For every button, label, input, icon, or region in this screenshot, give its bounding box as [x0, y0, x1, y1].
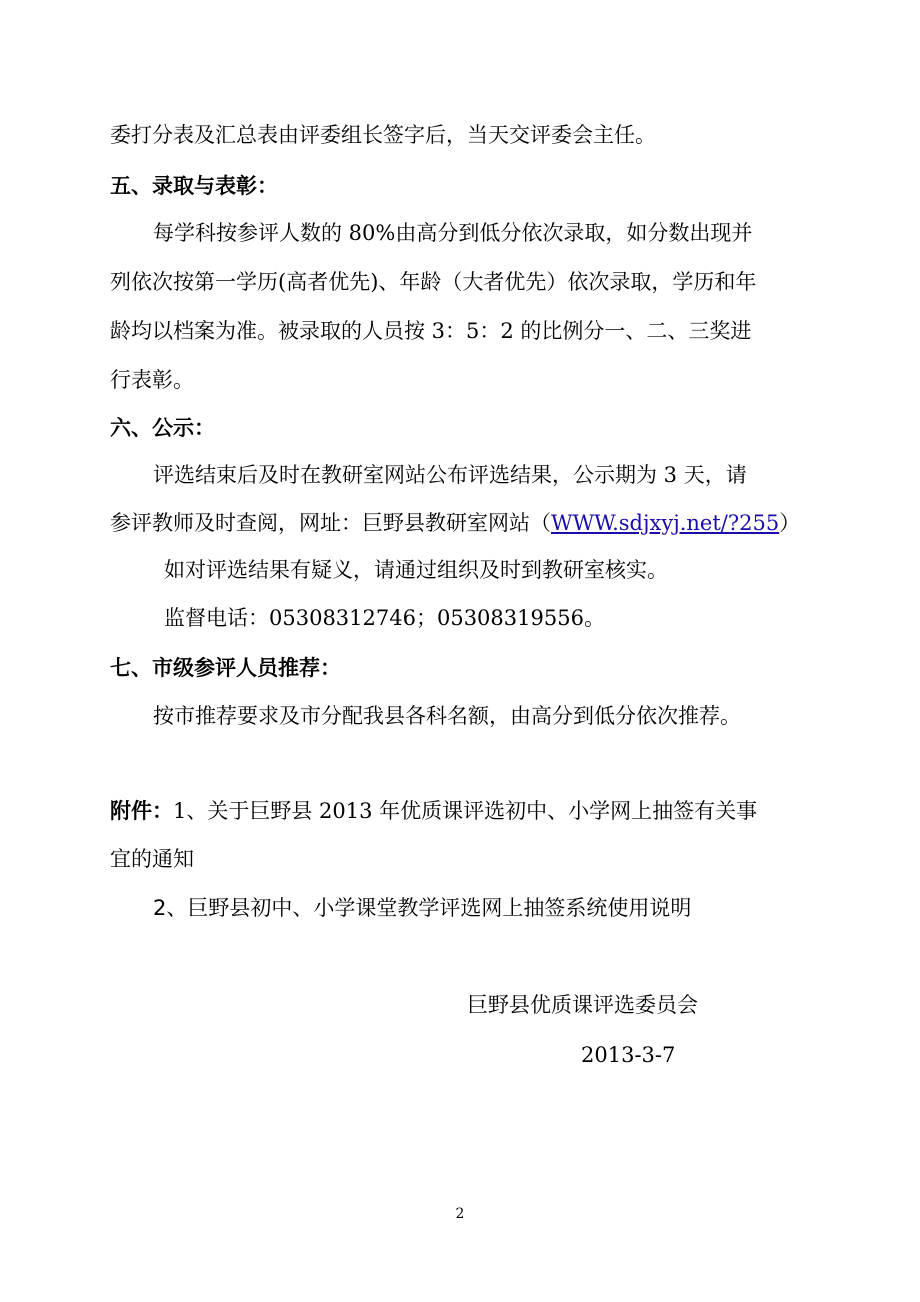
supervision-phone: 监督电话：05308312746；05308319556。 — [164, 606, 605, 630]
signature-organization: 巨野县优质课评选委员会 — [467, 993, 698, 1017]
section-seven-heading: 七、市级参评人员推荐： — [110, 655, 341, 680]
section-five-line-1: 每学科按参评人数的 80%由高分到低分依次录取，如分数出现并 — [153, 221, 753, 245]
section-six-line-3: 如对评选结果有疑义，请通过组织及时到教研室核实。 — [164, 558, 668, 582]
attachment-item-1-continued: 宜的通知 — [110, 847, 194, 871]
section-six-line-2 — [110, 508, 800, 538]
section-five-heading: 五、录取与表彰： — [110, 173, 278, 198]
page-number: 2 — [455, 1206, 465, 1222]
section-seven-line-1: 按市推荐要求及市分配我县各科名额，由高分到低分依次推荐。 — [153, 704, 741, 728]
website-suffix: ） — [779, 511, 801, 535]
signature-date: 2013-3-7 — [581, 1043, 676, 1067]
section-six-line-1: 评选结束后及时在教研室网站公布评选结果，公示期为 3 天，请 — [153, 463, 747, 487]
section-five-line-2: 列依次按第一学历(高者优先)、年龄（大者优先）依次录取，学历和年 — [110, 270, 757, 294]
attachment-line-1 — [110, 796, 757, 826]
attachment-item-2: 2、巨野县初中、小学课堂教学评选网上抽签系统使用说明 — [153, 896, 692, 920]
website-label: 参评教师及时查阅，网址：巨野县教研室网站（ — [110, 511, 551, 535]
continuation-text: 委打分表及汇总表由评委组长签字后，当天交评委会主任。 — [110, 123, 656, 147]
attachment-label: 附件： — [110, 798, 173, 823]
section-five-line-3: 龄均以档案为准。被录取的人员按 3：5：2 的比例分一、二、三奖进 — [110, 319, 752, 343]
section-five-line-4: 行表彰。 — [110, 368, 194, 392]
website-link[interactable]: WWW.sdjxyj.net/?255 — [551, 511, 780, 535]
attachment-item-1: 1、关于巨野县 2013 年优质课评选初中、小学网上抽签有关事 — [173, 799, 758, 823]
section-six-heading: 六、公示： — [110, 415, 215, 440]
